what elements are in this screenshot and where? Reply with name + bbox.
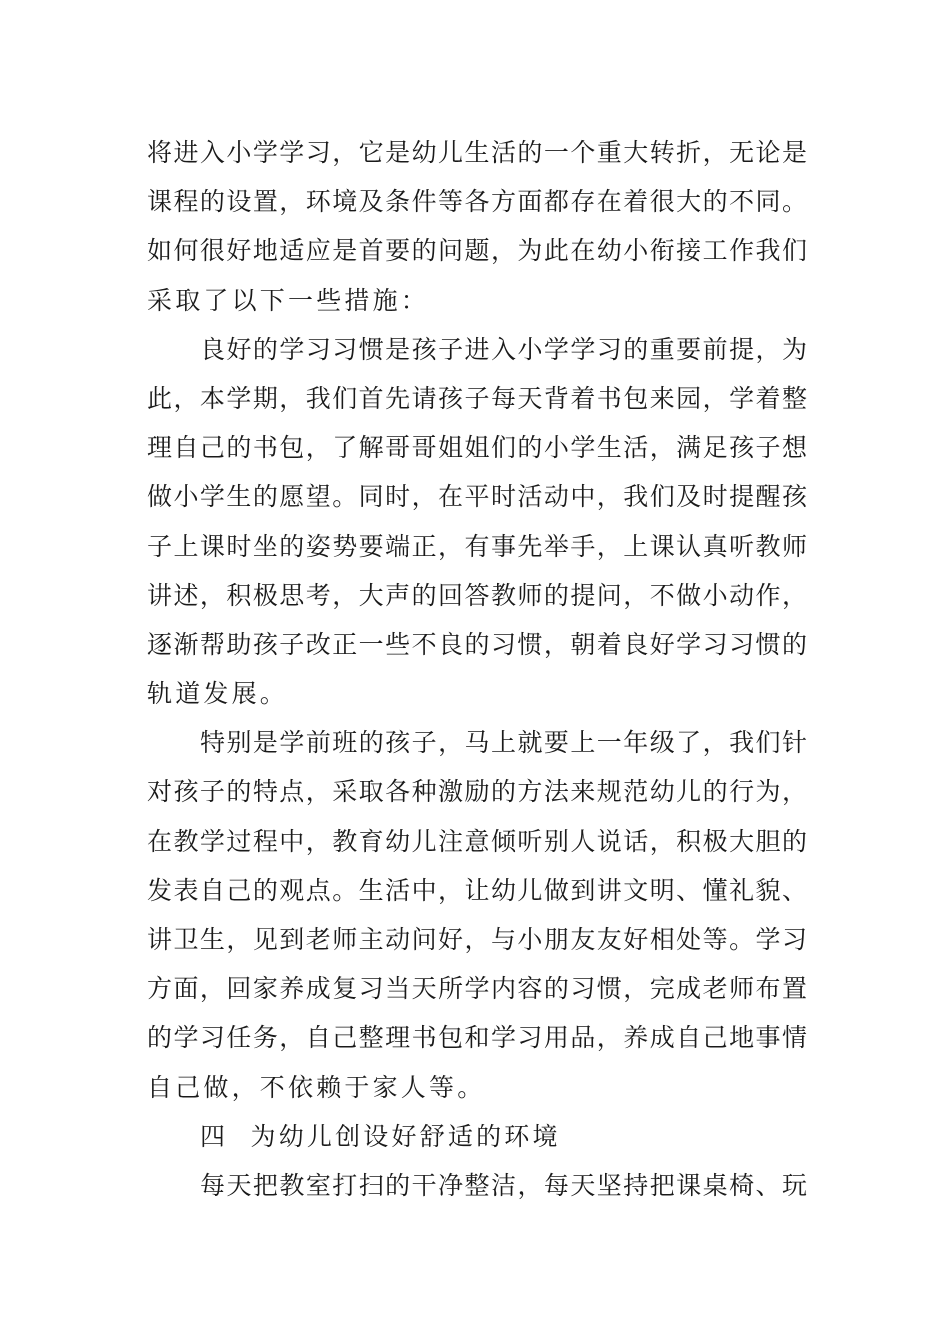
paragraph-first-line: 特别是学前班的孩子，马上就要上一年级了，我们针 [200, 728, 807, 758]
document-body [147, 128, 807, 1210]
text-line: 理自己的书包，了解哥哥姐姐们的小学生活，满足孩子想 [147, 433, 807, 463]
paragraph-first-line: 每天把教室打扫的干净整洁，每天坚持把课桌椅、玩 [200, 1170, 807, 1200]
text-line: 轨道发展。 [147, 679, 289, 709]
text-line: 采取了以下一些措施： [147, 285, 430, 315]
text-line: 的学习任务，自己整理书包和学习用品，养成自己地事情 [147, 1023, 807, 1053]
paragraph-first-line: 良好的学习习惯是孩子进入小学学习的重要前提，为 [200, 334, 807, 364]
text-line: 方面，回家养成复习当天所学内容的习惯，完成老师布置 [147, 974, 807, 1004]
section-heading: 四 为幼儿创设好舒适的环境 [200, 1121, 561, 1151]
text-line: 讲述，积极思考，大声的回答教师的提问，不做小动作， [147, 580, 807, 610]
text-line: 将进入小学学习，它是幼儿生活的一个重大转折，无论是 [147, 138, 807, 167]
text-line: 讲卫生，见到老师主动问好，与小朋友友好相处等。学习 [147, 925, 807, 954]
text-line: 做小学生的愿望。同时，在平时活动中，我们及时提醒孩 [147, 482, 807, 512]
text-line: 逐渐帮助孩子改正一些不良的习惯，朝着良好学习习惯的 [147, 629, 807, 659]
text-line: 此，本学期，我们首先请孩子每天背着书包来园，学着整 [147, 383, 807, 413]
text-line: 在教学过程中，教育幼儿注意倾听别人说话，积极大胆的 [147, 826, 807, 856]
text-line: 发表自己的观点。生活中，让幼儿做到讲文明、懂礼貌、 [147, 875, 807, 905]
text-line: 如何很好地适应是首要的问题，为此在幼小衔接工作我们 [147, 236, 807, 266]
text-line: 自己做，不依赖于家人等。 [147, 1072, 486, 1102]
text-line: 课程的设置，环境及条件等各方面都存在着很大的不同。 [147, 187, 807, 217]
text-line: 子上课时坐的姿势要端正，有事先举手，上课认真听教师 [147, 531, 807, 561]
text-line: 对孩子的特点，采取各种激励的方法来规范幼儿的行为， [147, 777, 807, 807]
